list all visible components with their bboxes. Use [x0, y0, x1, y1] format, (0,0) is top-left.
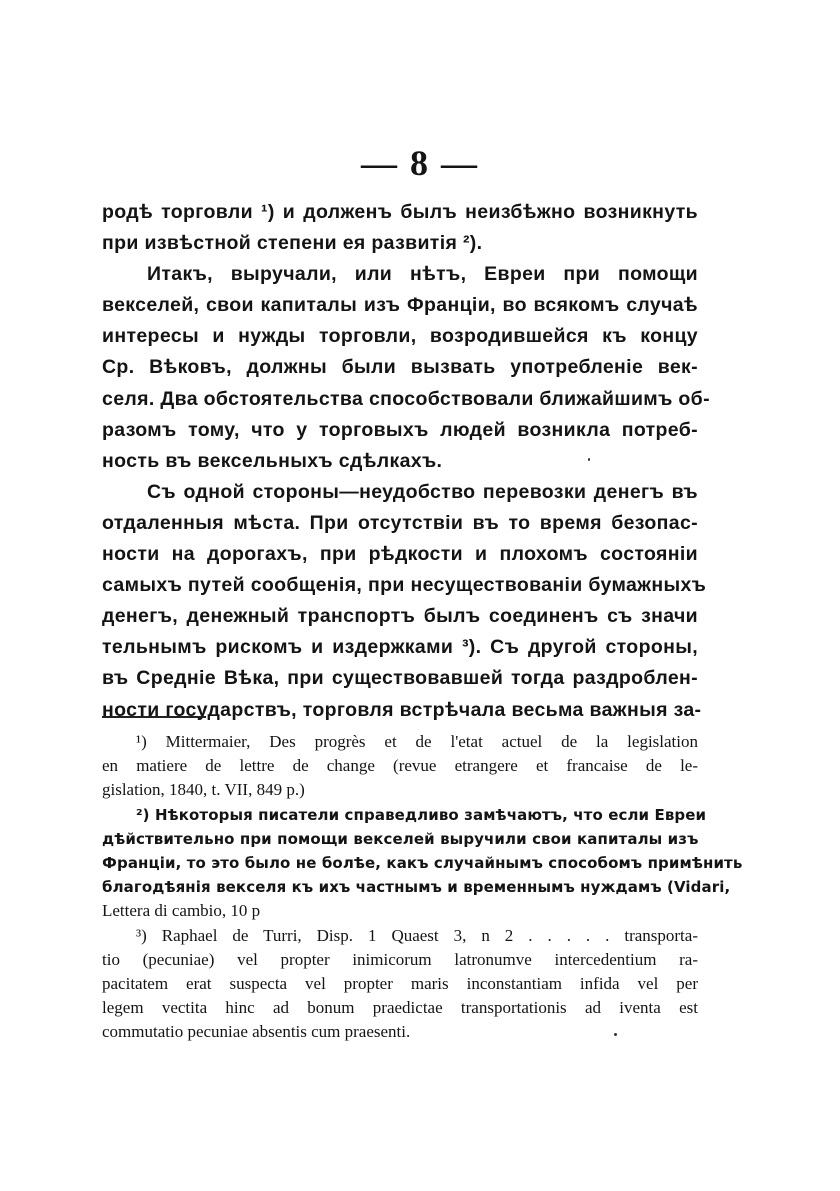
text-line: въ Средніе Вѣка, при существовавшей тогда раздроблен- — [102, 667, 698, 690]
footnote-line: дѣйствительно при помощи векселей выручили свои капиталы изъ — [102, 829, 699, 848]
footnote-line: legem vectita hinc ad bonum praedictae transportationis ad iventa est — [102, 998, 698, 1018]
footnote-line: gislation, 1840, t. VII, 849 p.) — [102, 780, 305, 800]
text-line: селя. Два обстоятельства способствовали ближайшимъ об- — [102, 387, 710, 410]
page-number: — 8 — — [361, 143, 479, 183]
text-line: при извѣстной степени ея развитія ²). — [102, 232, 483, 255]
footnote-line: Франціи, то это было не болѣе, какъ случайнымъ способомъ примѣнить — [102, 853, 743, 872]
footnote-line: ³) Raphael de Turri, Disp. 1 Quaest 3, n 2 . . . . . transporta- — [136, 925, 698, 945]
footnote-line: благодѣянія векселя къ ихъ частнымъ и временнымъ нуждамъ (Vidari, — [102, 878, 731, 897]
text-line: денегъ, денежный транспортъ былъ соединенъ съ значи — [102, 605, 698, 628]
text-line: ности на дорогахъ, при рѣдкости и плохомъ состояніи — [102, 543, 698, 566]
scan-speck — [614, 1033, 617, 1036]
text-line: тельнымъ рискомъ и издержками ³). Съ другой стороны, — [102, 636, 698, 659]
footnote-3 — [102, 924, 698, 1045]
footnote-line: pacitatem erat suspecta vel propter maris inconstantiam infida vel per — [102, 973, 698, 993]
text-line: самыхъ путей сообщенія, при несуществованіи бумажныхъ — [102, 574, 707, 597]
footnote-line: en matiere de lettre de change (revue etrangere et francaise de le- — [102, 756, 698, 776]
footnote-1 — [102, 730, 698, 803]
footnote-line: Lettera di cambio, 10 p — [102, 901, 261, 921]
footnote-line: tio (pecuniae) vel propter inimicorum latronumve intercedentium ra- — [102, 949, 698, 969]
text-line: ности государствъ, торговля встрѣчала весьма важныя за- — [102, 698, 702, 721]
text-line: интересы и нужды торговли, возродившейся къ концу — [102, 325, 698, 348]
footnote-line: ²) Нѣкоторыя писатели справедливо замѣчаютъ, что если Евреи — [136, 805, 707, 824]
text-line: отдаленныя мѣста. При отсутствіи въ то время безопас- — [102, 511, 698, 534]
footnote-line: ¹) Mittermaier, Des progrès et de l'etat actuel de la legislation — [136, 732, 698, 751]
text-line: разомъ тому, что у торговыхъ людей возникла потреб- — [102, 418, 698, 441]
text-line: векселей, свои капиталы изъ Франціи, во всякомъ случаѣ — [102, 294, 698, 317]
text-line: Ср. Вѣковъ, должны были вызвать употребленіе век- — [102, 356, 698, 379]
text-line: Съ одной стороны—неудобство перевозки денегъ въ — [147, 480, 698, 503]
text-line: ность въ вексельныхъ сдѣлкахъ. — [102, 449, 443, 472]
scan-speck — [588, 458, 590, 461]
footnote-line: commutatio pecuniae absentis cum praesenti. — [102, 1022, 411, 1042]
text-line: родѣ торговли ¹) и долженъ былъ неизбѣжно возникнуть — [102, 201, 698, 223]
text-line: Итакъ, выручали, или нѣтъ, Евреи при помощи — [147, 263, 698, 286]
footnote-2 — [102, 803, 743, 924]
footnote-separator — [102, 716, 206, 718]
footnotes — [102, 730, 743, 1044]
main-text — [102, 197, 710, 726]
